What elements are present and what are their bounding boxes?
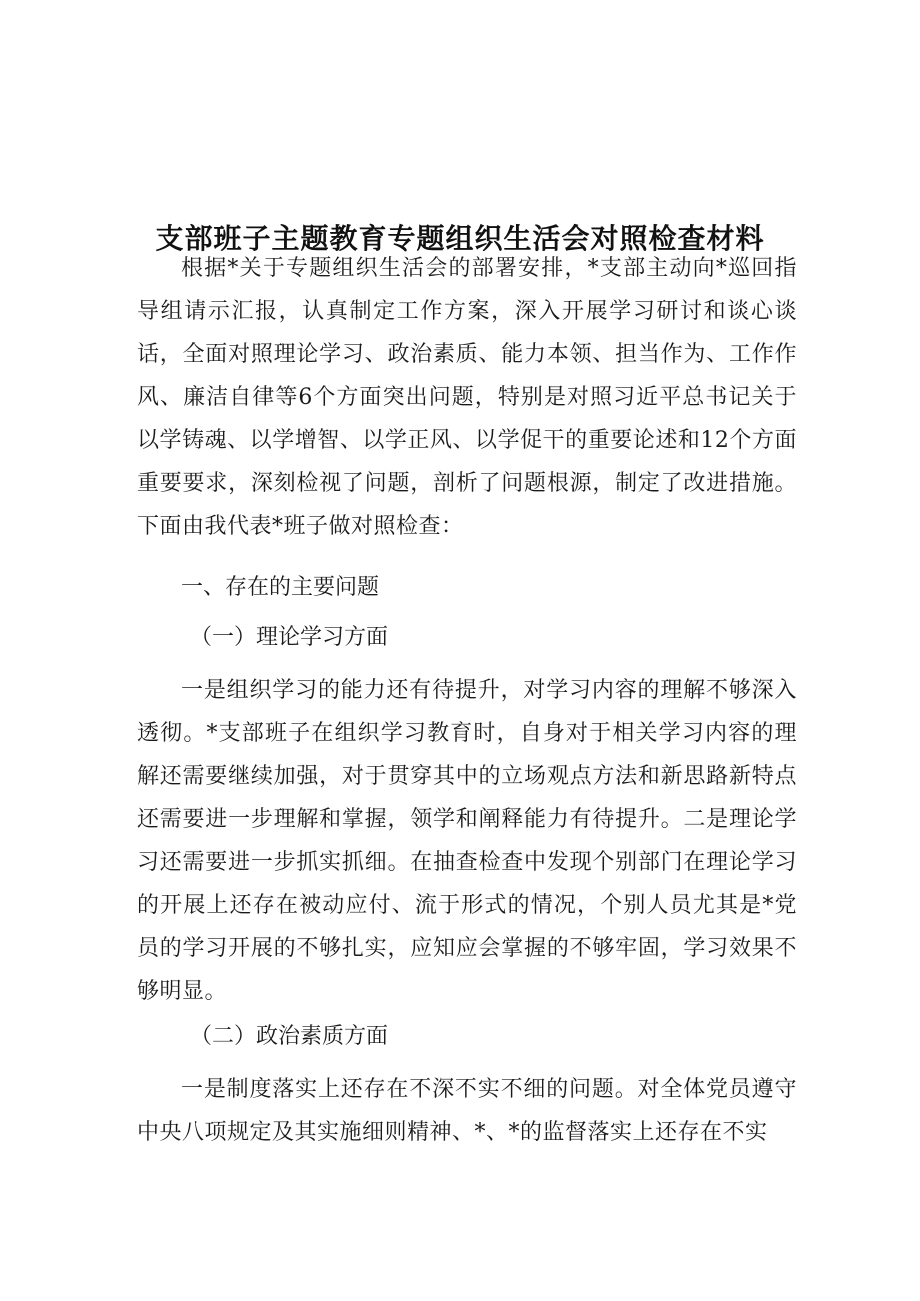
theory-paragraph: 一是组织学习的能力还有待提升，对学习内容的理解不够深入透彻。*支部班子在组织学习教育时，自身对于相关学习内容的理解还需要继续加强，对于贯穿其中的立场观点方法和新思路新特点还需要进一步理解和掌握，领学和阐释能力有待提升。二是理论学习还需要进一步抓实抓细。在抽查检查中发现个别部门在理论学习的开展上还存在被动应付、流于形式的情况，个别人员尤其是*党员的学习开展的不够扎实，应知应会掌握的不够牢固，学习效果不够明显。 [137, 678, 797, 1004]
document-title: 支部班子主题教育专题组织生活会对照检查材料 [155, 222, 765, 255]
section-heading-problems: 一、存在的主要问题 [181, 575, 380, 600]
politics-paragraph: 一是制度落实上还存在不深不实不细的问题。对全体党员遵守中央八项规定及其实施细则精神、*、*的监督落实上还存在不实 [137, 1077, 797, 1145]
subsection-heading-theory: （一）理论学习方面 [190, 625, 389, 650]
intro-paragraph: 根据*关于专题组织生活会的部署安排，*支部主动向*巡回指导组请示汇报，认真制定工作方案，深入开展学习研讨和谈心谈话，全面对照理论学习、政治素质、能力本领、担当作为、工作作风、廉洁自律等6个方面突出问题，特别是对照习近平总书记关于以学铸魂、以学增智、以学正风、以学促干的重要论述和12个方面重要要求，深刻检视了问题，剖析了问题根源，制定了改进措施。下面由我代表*班子做对照检查： [137, 256, 797, 539]
subsection-heading-politics: （二）政治素质方面 [190, 1024, 389, 1049]
